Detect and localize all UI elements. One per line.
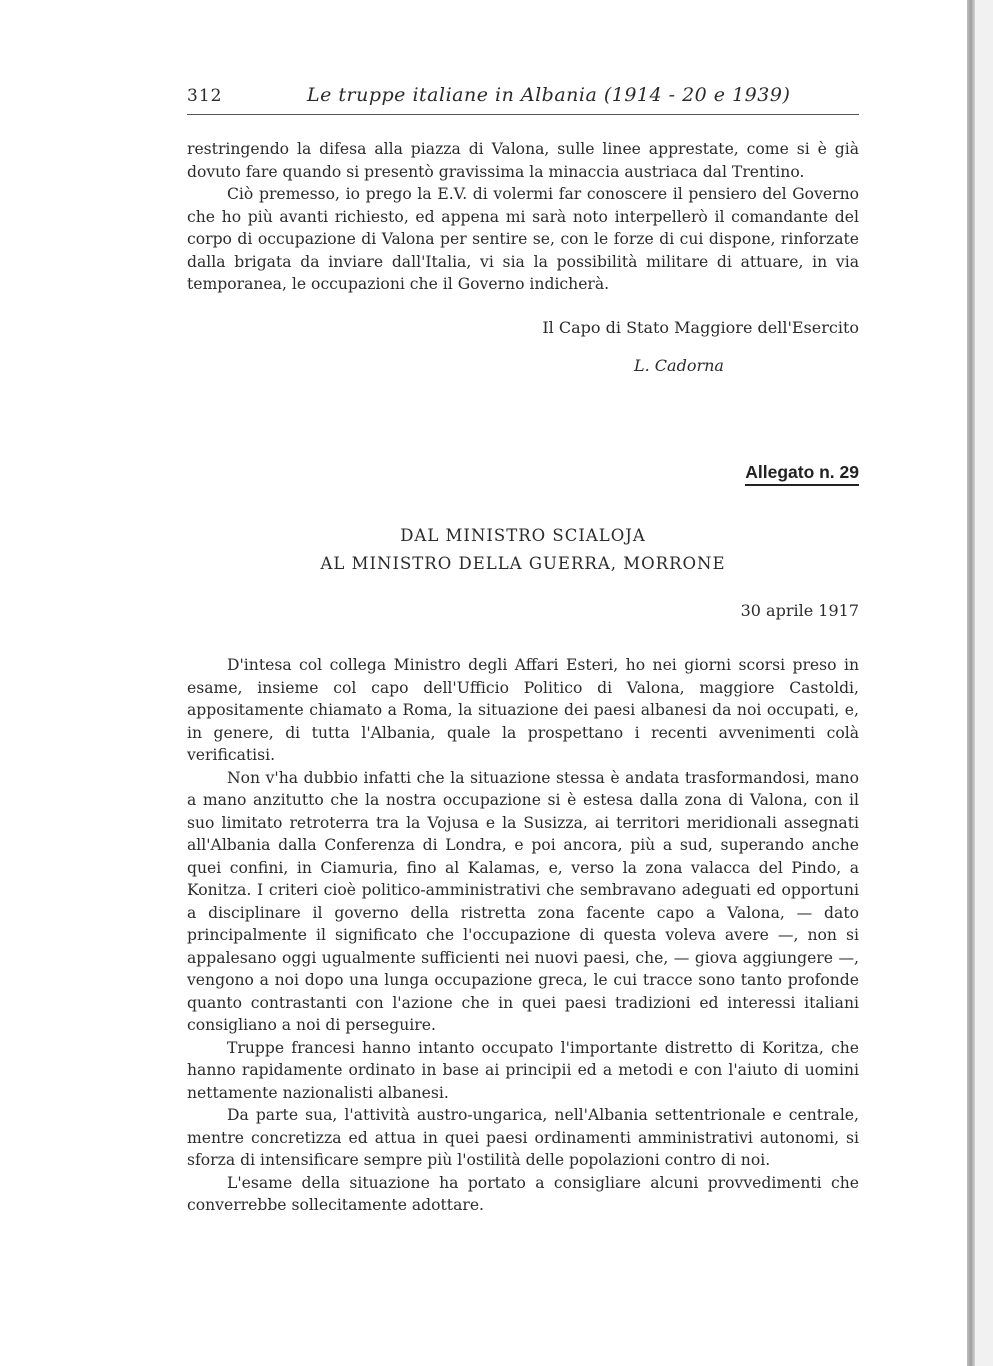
annex-body-text (187, 654, 859, 1217)
paragraph: restringendo la difesa alla piazza di Valona, sulle linee apprestate, come si è già dovuto fare quando si presentò gravissima la minaccia austriaca dal Trentino. (187, 140, 859, 181)
paragraph: Non v'ha dubbio infatti che la situazione stessa è andata trasformandosi, mano a mano anzitutto che la nostra occupazione si è estesa dalla zona di Valona, con il suo limitato retroterra tra la Vojusa e la Susizza, ai territori meridionali assegnati all'Albania dalla Conferenza di Londra, e poi ancora, più a sud, superando anche quei confini, in Ciamuria, fino al Kalamas, e, verso la zona valacca del Pindo, a Konitza. I criteri cioè politico-amministrativi che sembravano adeguati ed opportuni a disciplinare il governo della ristretta zona facente capo a Valona, — dato principalmente il significato che l'occupazione di questa voleva avere —, non si appalesano oggi ugualmente sufficienti nei nuovi paesi, che, — giova aggiungere —, vengono a noi dopo una lunga occupazione greca, le cui tracce sono tanto profonde quanto contrastanti con l'azione che in quei paesi tradizioni ed interessi italiani consigliano a noi di perseguire. (187, 768, 859, 1034)
letter-continuation-text (187, 138, 859, 296)
signature-name: L. Cadorna (634, 356, 724, 375)
page-binding-edge (967, 0, 975, 1366)
running-header (187, 80, 859, 115)
paragraph: Ciò premesso, io prego la E.V. di volermi far conoscere il pensiero del Governo che ho più avanti richiesto, ed appena mi sarà noto interpellerò il comandante del corpo di occupazione di Valona per sentire se, con le forze di cui dispone, rinforzate dalla brigata da inviare dall'Italia, vi sia la possibilità militare di attuare, in via temporanea, le occupazioni che il Governo indicherà. (187, 185, 859, 293)
annex-label: Allegato n. 29 (745, 462, 859, 486)
paragraph: Da parte sua, l'attività austro-ungarica, nell'Albania settentrionale e centrale, mentre concretizza ed attua in quei paesi ordinamenti amministrativi autonomi, si sforza di intensificare sempre più l'ostilità delle popolazioni contro di noi. (187, 1106, 859, 1169)
annex-heading-line-1: DAL MINISTRO SCIALOJA (400, 526, 646, 545)
scan-margin (975, 0, 993, 1366)
running-title: Le truppe italiane in Albania (1914 - 20 e 1939) (307, 84, 791, 106)
page-number: 312 (187, 86, 223, 106)
signature-title: Il Capo di Stato Maggiore dell'Esercito (542, 318, 859, 337)
paragraph: L'esame della situazione ha portato a consigliare alcuni provvedimenti che converrebbe sollecitamente adottare. (187, 1173, 859, 1214)
paragraph: Truppe francesi hanno intanto occupato l'importante distretto di Koritza, che hanno rapidamente ordinato in base ai principii ed a metodi e con l'aiuto di uomini nettamente nazionalisti albanesi. (187, 1038, 859, 1102)
paragraph: D'intesa col collega Ministro degli Affari Esteri, ho nei giorni scorsi preso in esame, insieme col capo dell'Ufficio Politico di Valona, maggiore Castoldi, appositamente chiamato a Roma, la situazione dei paesi albanesi da noi occupati, e, in genere, di tutta l'Albania, quale la prospettano i recenti avvenimenti colà verificatisi. (187, 656, 859, 764)
annex-heading-line-2: AL MINISTRO DELLA GUERRA, MORRONE (320, 554, 726, 573)
letter-date: 30 aprile 1917 (740, 601, 859, 620)
